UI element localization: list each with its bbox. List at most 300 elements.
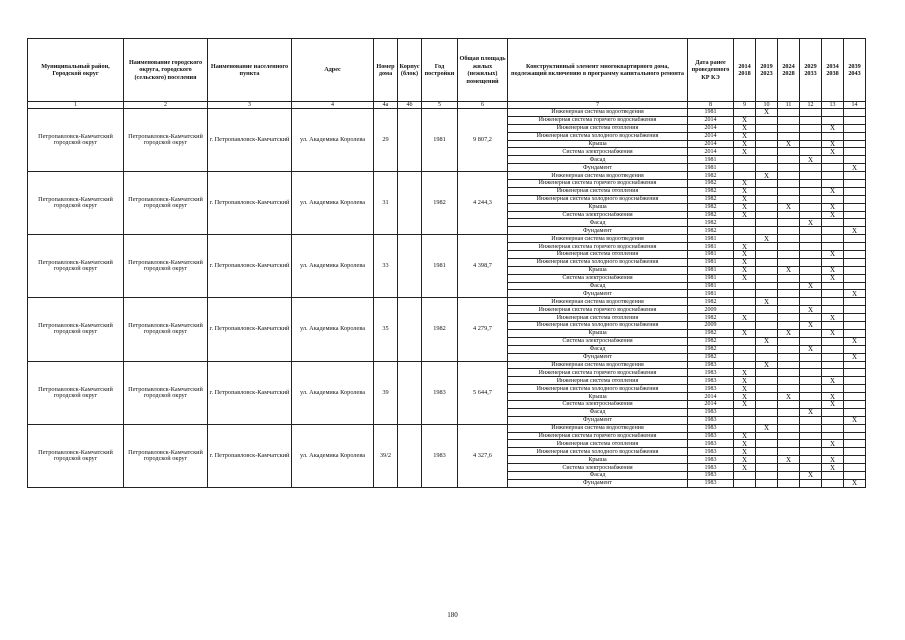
address-cell: ул. Академика Королева [292, 235, 374, 298]
period-mark-cell [756, 203, 778, 211]
period-mark-cell [756, 227, 778, 235]
period-mark-cell [734, 219, 756, 227]
period-mark-cell [756, 479, 778, 487]
period-mark-cell [756, 148, 778, 156]
column-number: 1 [28, 102, 124, 109]
period-mark-cell: X [756, 298, 778, 306]
period-mark-cell [844, 140, 866, 148]
period-mark-cell: X [800, 282, 822, 290]
period-mark-cell [734, 322, 756, 330]
period-mark-cell: X [800, 408, 822, 416]
period-mark-cell [756, 195, 778, 203]
element-cell: Инженерная система водоотведения [508, 424, 688, 432]
repair-date-cell: 1982 [688, 314, 734, 322]
period-mark-cell [800, 464, 822, 472]
period-mark-cell: X [756, 109, 778, 117]
period-mark-cell: X [756, 424, 778, 432]
period-mark-cell [800, 187, 822, 195]
period-mark-cell [756, 416, 778, 424]
period-mark-cell [822, 156, 844, 164]
year-built-cell: 1981 [422, 109, 458, 172]
period-mark-cell: X [822, 456, 844, 464]
building-cell [398, 172, 422, 235]
element-cell: Инженерная система отопления [508, 440, 688, 448]
locality-cell: г. Петропавловск-Камчатский [208, 298, 292, 361]
period-mark-cell [756, 306, 778, 314]
period-mark-cell [756, 393, 778, 401]
repair-date-cell: 1983 [688, 464, 734, 472]
building-cell [398, 361, 422, 424]
address-cell: ул. Академика Королева [292, 298, 374, 361]
repair-date-cell: 1983 [688, 408, 734, 416]
period-mark-cell [844, 306, 866, 314]
period-mark-cell [778, 353, 800, 361]
period-mark-cell: X [756, 361, 778, 369]
area-cell: 4 327,6 [458, 424, 508, 487]
repair-date-cell: 2014 [688, 140, 734, 148]
period-mark-cell: X [800, 345, 822, 353]
column-number: 14 [844, 102, 866, 109]
element-cell: Фундамент [508, 353, 688, 361]
period-mark-cell [756, 251, 778, 259]
period-mark-cell [800, 172, 822, 180]
period-mark-cell: X [734, 243, 756, 251]
period-mark-cell [756, 258, 778, 266]
repair-date-cell: 1983 [688, 377, 734, 385]
period-mark-cell [822, 298, 844, 306]
period-mark-cell: X [734, 448, 756, 456]
period-mark-cell [778, 432, 800, 440]
period-mark-cell: X [734, 393, 756, 401]
repair-date-cell: 1981 [688, 109, 734, 117]
period-mark-cell [844, 251, 866, 259]
repair-date-cell: 1982 [688, 187, 734, 195]
repair-date-cell: 1982 [688, 211, 734, 219]
repair-date-cell: 1981 [688, 266, 734, 274]
period-mark-cell [734, 282, 756, 290]
address-cell: ул. Академика Королева [292, 361, 374, 424]
period-mark-cell: X [734, 400, 756, 408]
period-mark-cell [822, 322, 844, 330]
period-mark-cell [734, 361, 756, 369]
column-number: 12 [800, 102, 822, 109]
period-mark-cell [844, 369, 866, 377]
repair-date-cell: 1983 [688, 479, 734, 487]
period-mark-cell: X [822, 266, 844, 274]
period-mark-cell [756, 385, 778, 393]
period-mark-cell [756, 274, 778, 282]
period-mark-cell [822, 353, 844, 361]
period-mark-cell [800, 377, 822, 385]
period-mark-cell [844, 361, 866, 369]
column-number: 4а [374, 102, 398, 109]
period-mark-cell [844, 266, 866, 274]
period-mark-cell: X [778, 266, 800, 274]
element-cell: Крыша [508, 266, 688, 274]
header-period-5: 2034 2038 [822, 39, 844, 102]
year-built-cell: 1982 [422, 172, 458, 235]
settlement-cell: Петропавловск-Камчатский городской округ [124, 298, 208, 361]
period-mark-cell [756, 345, 778, 353]
period-mark-cell: X [822, 251, 844, 259]
element-cell: Инженерная система горячего водоснабжения [508, 306, 688, 314]
period-mark-cell: X [800, 322, 822, 330]
period-mark-cell [800, 440, 822, 448]
house-number-cell: 29 [374, 109, 398, 172]
period-mark-cell: X [844, 337, 866, 345]
period-mark-cell [800, 456, 822, 464]
period-mark-cell [800, 195, 822, 203]
header-building: Корпус (блок) [398, 39, 422, 102]
repair-date-cell: 1983 [688, 385, 734, 393]
period-mark-cell [800, 361, 822, 369]
element-cell: Фундамент [508, 227, 688, 235]
area-cell: 4 244,3 [458, 172, 508, 235]
period-mark-cell [844, 464, 866, 472]
period-mark-cell [778, 377, 800, 385]
repair-date-cell: 1983 [688, 361, 734, 369]
municipal-cell: Петропавловск-Камчатский городской округ [28, 172, 124, 235]
period-mark-cell [756, 164, 778, 172]
element-cell: Система электроснабжения [508, 211, 688, 219]
period-mark-cell [844, 471, 866, 479]
element-cell: Инженерная система водоотведения [508, 361, 688, 369]
period-mark-cell [756, 440, 778, 448]
period-mark-cell [778, 235, 800, 243]
period-mark-cell: X [756, 337, 778, 345]
period-mark-cell: X [734, 464, 756, 472]
period-mark-cell [800, 180, 822, 188]
element-cell: Инженерная система отопления [508, 314, 688, 322]
repair-date-cell: 1982 [688, 219, 734, 227]
period-mark-cell: X [822, 377, 844, 385]
column-number: 10 [756, 102, 778, 109]
repair-date-cell: 1981 [688, 274, 734, 282]
period-mark-cell: X [734, 132, 756, 140]
period-mark-cell: X [822, 124, 844, 132]
repair-date-cell: 2014 [688, 132, 734, 140]
period-mark-cell [756, 322, 778, 330]
element-cell: Крыша [508, 140, 688, 148]
locality-cell: г. Петропавловск-Камчатский [208, 109, 292, 172]
period-mark-cell [844, 195, 866, 203]
repair-date-cell: 1983 [688, 416, 734, 424]
element-cell: Инженерная система водоотведения [508, 172, 688, 180]
period-mark-cell [778, 464, 800, 472]
header-period-3: 2024 2028 [778, 39, 800, 102]
repair-date-cell: 2009 [688, 306, 734, 314]
period-mark-cell: X [800, 471, 822, 479]
period-mark-cell: X [822, 400, 844, 408]
period-mark-cell [778, 424, 800, 432]
period-mark-cell: X [778, 140, 800, 148]
period-mark-cell [756, 124, 778, 132]
period-mark-cell [778, 219, 800, 227]
header-locality: Наименование населенного пункта [208, 39, 292, 102]
period-mark-cell [844, 180, 866, 188]
period-mark-cell [800, 448, 822, 456]
area-cell: 4 398,7 [458, 235, 508, 298]
table-row [28, 109, 866, 117]
period-mark-cell [844, 187, 866, 195]
period-mark-cell [822, 345, 844, 353]
period-mark-cell [822, 424, 844, 432]
period-mark-cell [800, 266, 822, 274]
area-cell: 9 807,2 [458, 109, 508, 172]
element-cell: Инженерная система горячего водоснабжения [508, 180, 688, 188]
element-cell: Инженерная система горячего водоснабжения [508, 116, 688, 124]
header-last-repair: Дата ранее проведенного КР КЭ [688, 39, 734, 102]
period-mark-cell [734, 471, 756, 479]
period-mark-cell [844, 314, 866, 322]
period-mark-cell [778, 156, 800, 164]
period-mark-cell: X [822, 148, 844, 156]
period-mark-cell [756, 471, 778, 479]
period-mark-cell: X [844, 164, 866, 172]
address-cell: ул. Академика Королева [292, 109, 374, 172]
period-mark-cell [734, 408, 756, 416]
period-mark-cell [778, 337, 800, 345]
element-cell: Фундамент [508, 479, 688, 487]
period-mark-cell [734, 290, 756, 298]
period-mark-cell [778, 227, 800, 235]
period-mark-cell [844, 219, 866, 227]
repair-date-cell: 1981 [688, 282, 734, 290]
period-mark-cell [844, 172, 866, 180]
header-house-no: Номер дома [374, 39, 398, 102]
period-mark-cell [778, 243, 800, 251]
period-mark-cell: X [822, 211, 844, 219]
period-mark-cell: X [734, 385, 756, 393]
repair-date-cell: 2014 [688, 393, 734, 401]
period-mark-cell [822, 369, 844, 377]
year-built-cell: 1982 [422, 298, 458, 361]
period-mark-cell: X [734, 211, 756, 219]
period-mark-cell: X [734, 314, 756, 322]
period-mark-cell: X [734, 116, 756, 124]
period-mark-cell [778, 440, 800, 448]
repair-date-cell: 2014 [688, 148, 734, 156]
period-mark-cell [800, 124, 822, 132]
period-mark-cell [734, 172, 756, 180]
period-mark-cell [822, 416, 844, 424]
repair-date-cell: 1981 [688, 290, 734, 298]
period-mark-cell: X [756, 235, 778, 243]
period-mark-cell [822, 180, 844, 188]
header-period-6: 2039 2043 [844, 39, 866, 102]
address-cell: ул. Академика Королева [292, 424, 374, 487]
period-mark-cell [822, 235, 844, 243]
repair-date-cell: 2009 [688, 322, 734, 330]
year-built-cell: 1981 [422, 235, 458, 298]
element-cell: Фасад [508, 282, 688, 290]
period-mark-cell [778, 471, 800, 479]
period-mark-cell: X [822, 314, 844, 322]
repair-date-cell: 1981 [688, 235, 734, 243]
header-settlement: Наименование городского округа, городского (сельского) поселения [124, 39, 208, 102]
period-mark-cell [734, 156, 756, 164]
element-cell: Крыша [508, 203, 688, 211]
column-number: 6 [458, 102, 508, 109]
repair-date-cell: 1982 [688, 172, 734, 180]
period-mark-cell [844, 298, 866, 306]
period-mark-cell [800, 148, 822, 156]
period-mark-cell [844, 456, 866, 464]
period-mark-cell [844, 156, 866, 164]
repair-date-cell: 1982 [688, 329, 734, 337]
period-mark-cell [778, 164, 800, 172]
period-mark-cell: X [822, 440, 844, 448]
period-mark-cell [778, 416, 800, 424]
period-mark-cell [778, 314, 800, 322]
repair-date-cell: 1981 [688, 164, 734, 172]
element-cell: Инженерная система холодного водоснабжения [508, 322, 688, 330]
repair-date-cell: 1983 [688, 456, 734, 464]
element-cell: Инженерная система горячего водоснабжения [508, 243, 688, 251]
municipal-cell: Петропавловск-Камчатский городской округ [28, 361, 124, 424]
house-number-cell: 33 [374, 235, 398, 298]
period-mark-cell [844, 400, 866, 408]
period-mark-cell: X [778, 456, 800, 464]
period-mark-cell: X [822, 464, 844, 472]
element-cell: Фундамент [508, 290, 688, 298]
period-mark-cell [756, 456, 778, 464]
period-mark-cell [800, 385, 822, 393]
period-mark-cell [844, 148, 866, 156]
period-mark-cell [734, 164, 756, 172]
period-mark-cell [800, 251, 822, 259]
repair-date-cell: 1982 [688, 353, 734, 361]
period-mark-cell [778, 385, 800, 393]
repair-date-cell: 1983 [688, 424, 734, 432]
element-cell: Инженерная система холодного водоснабжения [508, 195, 688, 203]
period-mark-cell: X [734, 187, 756, 195]
header-period-2: 2019 2023 [756, 39, 778, 102]
period-mark-cell [800, 290, 822, 298]
period-mark-cell [756, 180, 778, 188]
period-mark-cell [800, 393, 822, 401]
period-mark-cell [822, 109, 844, 117]
period-mark-cell [800, 337, 822, 345]
period-mark-cell [756, 329, 778, 337]
period-mark-cell [800, 243, 822, 251]
period-mark-cell [756, 140, 778, 148]
period-mark-cell: X [778, 393, 800, 401]
repair-date-cell: 1982 [688, 298, 734, 306]
element-cell: Крыша [508, 456, 688, 464]
period-mark-cell [822, 432, 844, 440]
period-mark-cell [756, 211, 778, 219]
period-mark-cell [778, 408, 800, 416]
table-row [28, 298, 866, 306]
period-mark-cell: X [734, 124, 756, 132]
period-mark-cell: X [734, 251, 756, 259]
column-number: 9 [734, 102, 756, 109]
period-mark-cell [800, 298, 822, 306]
header-period-4: 2029 2033 [800, 39, 822, 102]
period-mark-cell [822, 471, 844, 479]
period-mark-cell: X [844, 416, 866, 424]
element-cell: Фасад [508, 471, 688, 479]
period-mark-cell [756, 432, 778, 440]
house-number-cell: 39 [374, 361, 398, 424]
period-mark-cell [734, 298, 756, 306]
element-cell: Инженерная система горячего водоснабжения [508, 369, 688, 377]
element-cell: Инженерная система отопления [508, 251, 688, 259]
period-mark-cell [822, 448, 844, 456]
period-mark-cell [844, 448, 866, 456]
column-number-row [28, 102, 866, 109]
table-row [28, 172, 866, 180]
period-mark-cell [778, 187, 800, 195]
column-number: 13 [822, 102, 844, 109]
element-cell: Система электроснабжения [508, 400, 688, 408]
period-mark-cell [756, 156, 778, 164]
column-number: 11 [778, 102, 800, 109]
period-mark-cell [734, 416, 756, 424]
municipal-cell: Петропавловск-Камчатский городской округ [28, 235, 124, 298]
period-mark-cell [800, 211, 822, 219]
address-cell: ул. Академика Королева [292, 172, 374, 235]
period-mark-cell [734, 306, 756, 314]
period-mark-cell: X [778, 203, 800, 211]
period-mark-cell [756, 377, 778, 385]
locality-cell: г. Петропавловск-Камчатский [208, 235, 292, 298]
period-mark-cell [800, 432, 822, 440]
period-mark-cell [844, 235, 866, 243]
element-cell: Фасад [508, 345, 688, 353]
period-mark-cell [734, 479, 756, 487]
period-mark-cell [844, 203, 866, 211]
settlement-cell: Петропавловск-Камчатский городской округ [124, 172, 208, 235]
period-mark-cell [844, 424, 866, 432]
period-mark-cell [734, 337, 756, 345]
element-cell: Инженерная система водоотведения [508, 109, 688, 117]
element-cell: Система электроснабжения [508, 337, 688, 345]
period-mark-cell: X [734, 140, 756, 148]
period-mark-cell [778, 116, 800, 124]
period-mark-cell [778, 361, 800, 369]
period-mark-cell [734, 353, 756, 361]
repair-date-cell: 1983 [688, 440, 734, 448]
settlement-cell: Петропавловск-Камчатский городской округ [124, 235, 208, 298]
locality-cell: г. Петропавловск-Камчатский [208, 361, 292, 424]
period-mark-cell: X [734, 329, 756, 337]
period-mark-cell [756, 369, 778, 377]
period-mark-cell [822, 337, 844, 345]
period-mark-cell [844, 329, 866, 337]
period-mark-cell [778, 180, 800, 188]
period-mark-cell: X [800, 219, 822, 227]
period-mark-cell [756, 290, 778, 298]
period-mark-cell [822, 408, 844, 416]
element-cell: Инженерная система водоотведения [508, 298, 688, 306]
repair-date-cell: 2014 [688, 124, 734, 132]
municipal-cell: Петропавловск-Камчатский городской округ [28, 109, 124, 172]
period-mark-cell: X [844, 353, 866, 361]
building-cell [398, 109, 422, 172]
period-mark-cell [800, 235, 822, 243]
period-mark-cell: X [734, 456, 756, 464]
page-number: 180 [447, 611, 458, 619]
period-mark-cell [778, 124, 800, 132]
period-mark-cell [822, 290, 844, 298]
period-mark-cell [778, 290, 800, 298]
building-cell [398, 235, 422, 298]
period-mark-cell [756, 187, 778, 195]
settlement-cell: Петропавловск-Камчатский городской округ [124, 361, 208, 424]
element-cell: Крыша [508, 329, 688, 337]
